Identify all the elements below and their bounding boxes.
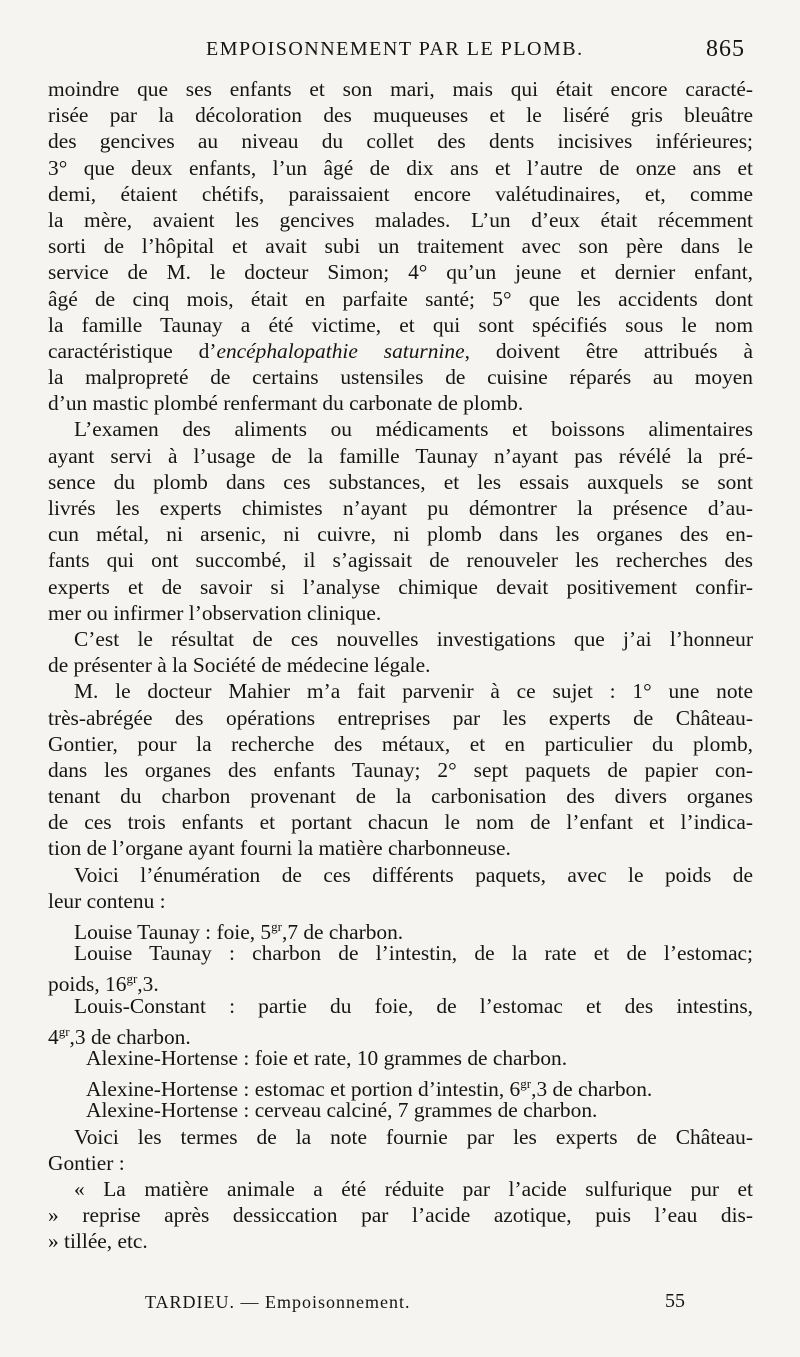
footer-author: TARDIEU. — Empoisonnement.	[145, 1292, 411, 1312]
running-title: EMPOISONNEMENT PAR LE PLOMB.	[206, 38, 584, 60]
text-line: dans les organes des enfants Taunay; 2° sept paquets de papier con-	[48, 757, 753, 782]
text-line: tenant du charbon provenant de la carbonisation des divers organes	[48, 784, 753, 809]
text-line: M. le docteur Mahier m’a fait parvenir à ce sujet : 1° une note	[74, 679, 753, 704]
page-footer	[145, 1292, 685, 1322]
text-line: $4^{gr},3$ de charbon.	[48, 1023, 191, 1049]
body-text	[48, 76, 753, 1254]
text-line: la mère, avaient les gencives malades. L’un d’eux était récemment	[48, 207, 753, 232]
text-line: Alexine-Hortense : cerveau calciné, 7 grammes de charbon.	[86, 1098, 598, 1123]
text-line: « La matière animale a été réduite par l’acide sulfurique pur et	[74, 1176, 753, 1201]
text-line: âgé de cinq mois, était en parfaite santé; 5° que les accidents dont	[48, 286, 753, 311]
text-line: 3° que deux enfants, l’un âgé de dix ans et l’autre de onze ans et	[48, 155, 753, 180]
text-line: moindre que ses enfants et son mari, mais qui était encore caracté-	[48, 77, 753, 101]
text-line: » tillée, etc.	[48, 1229, 148, 1254]
text-line: C’est le résultat de ces nouvelles investigations que j’ai l’honneur	[74, 626, 753, 651]
text-line: L’examen des aliments ou médicaments et boissons alimentaires	[74, 417, 753, 442]
text-line: sence du plomb dans ces substances, et les essais auxquels se sont	[48, 469, 753, 494]
text-line: fants qui ont succombé, il s’agissait de renouveler les recherches des	[48, 548, 753, 573]
text-line: » reprise après dessiccation par l’acide azotique, puis l’eau dis-	[48, 1203, 753, 1228]
text-line: caractéristique d’encéphalopathie saturnine, doivent être attribués à	[48, 338, 753, 363]
text-line: experts et de savoir si l’analyse chimique devait positivement confir-	[48, 574, 753, 599]
text-line: tion de l’organe ayant fourni la matière charbonneuse.	[48, 836, 511, 861]
text-line: Louis-Constant : partie du foie, de l’estomac et des intestins,	[74, 993, 753, 1018]
text-line: service de M. le docteur Simon; 4° qu’un jeune et dernier enfant,	[48, 260, 753, 285]
page-number: 865	[706, 36, 745, 62]
text-line: des gencives au niveau du collet des dents incisives inférieures;	[48, 129, 753, 154]
text-line: ayant servi à l’usage de la famille Taunay n’ayant pas révélé la pré-	[48, 443, 753, 468]
text-line: Louise Taunay : charbon de l’intestin, de la rate et de l’estomac;	[74, 941, 753, 966]
text-line: Gontier :	[48, 1150, 125, 1175]
text-line: mer ou infirmer l’observation clinique.	[48, 600, 382, 625]
text-line: livrés les experts chimistes n’ayant pu démontrer la présence d’au-	[48, 496, 753, 520]
text-line: sorti de l’hôpital et avait subi un traitement avec son père dans le	[48, 234, 753, 259]
text-line: de présenter à la Société de médecine légale.	[48, 653, 431, 678]
text-line: Alexine-Hortense : estomac et portion d’intestin, $6^{gr},3$ de charbon.	[86, 1076, 653, 1102]
text-line: la malpropreté de certains ustensiles de cuisine réparés au moyen	[48, 365, 753, 390]
text-line: très-abrégée des opérations entreprises par les experts de Château-	[48, 705, 753, 730]
text-line: demi, étaient chétifs, paraissaient encore valétudinaires, et, comme	[48, 181, 753, 206]
text-line: Alexine-Hortense : foie et rate, 10 grammes de charbon.	[86, 1045, 568, 1070]
text-line: d’un mastic plombé renfermant du carbonate de plomb.	[48, 391, 524, 416]
text-line: Voici l’énumération de ces différents paquets, avec le poids de	[74, 862, 753, 887]
page-header	[48, 34, 745, 70]
text-line: Gontier, pour la recherche des métaux, et en particulier du plomb,	[48, 731, 753, 756]
text-line: Voici les termes de la note fournie par les experts de Château-	[74, 1124, 753, 1149]
text-line: cun métal, ni arsenic, ni cuivre, ni plomb dans les organes des en-	[48, 522, 753, 547]
text-line: la famille Taunay a été victime, et qui sont spécifiés sous le nom	[48, 312, 753, 337]
text-line: de ces trois enfants et portant chacun le nom de l’enfant et l’indica-	[48, 810, 753, 835]
text-line: poids, $16^{gr},3$.	[48, 971, 159, 997]
signature-mark: 55	[665, 1290, 685, 1312]
text-line: risée par la décoloration des muqueuses et le liséré gris bleuâtre	[48, 103, 753, 128]
text-line: leur contenu :	[48, 888, 166, 913]
text-line: Louise Taunay : foie, $5^{gr},7$ de charbon.	[74, 919, 404, 945]
